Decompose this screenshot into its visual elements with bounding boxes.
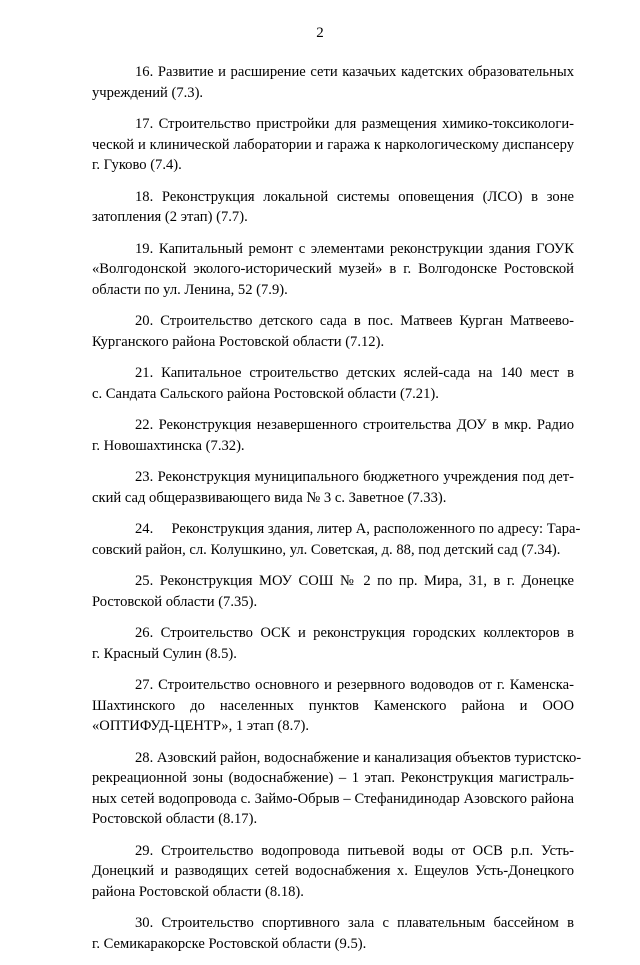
list-item-line: ных сетей водопровода с. Займо-Обрыв – Стефанидинодар Азовского района [92,790,574,807]
list-item-line: с. Сандата Сальского района Ростовской области (7.21). [92,385,439,402]
list-item-first-line: 22. Реконструкция незавершенного строительства ДОУ в мкр. Радио [135,417,574,433]
list-item [92,519,581,560]
list-item-first-line: 19. Капитальный ремонт с элементами реконструкции здания ГОУК [135,240,574,257]
list-item [92,62,574,103]
list-item-line: области по ул. Ленина, 52 (7.9). [92,281,288,298]
list-item-line: рекреационной зоны (водоснабжение) – 1 этап. Реконструкция магистраль- [92,770,574,786]
list-item-line: «ОПТИФУД-ЦЕНТР», 1 этап (8.7). [92,718,310,734]
list-item [92,311,574,352]
list-item-first-line: 20. Строительство детского сада в пос. Матвеев Курган Матвеево- [135,313,574,329]
list-item-first-line: 27. Строительство основного и резервного водоводов от г. Каменска- [135,677,574,693]
list-item [92,187,574,228]
list-item-line: г. Новошахтинска (7.32). [92,437,245,454]
list-item-line: ческой и клинической лаборатории и гаража к наркологическому диспансеру [92,136,574,153]
list-item-line: Шахтинского до населенных пунктов Каменского района и ООО [92,697,574,714]
list-item [92,467,574,508]
list-item-line: Ростовской области (7.35). [92,593,258,610]
list-item-first-line: 23. Реконструкция муниципального бюджетного учреждения под дет- [135,469,574,485]
list-item-first-line: 17. Строительство пристройки для размещения химико-токсикологи- [135,116,574,132]
list-item [92,415,574,456]
list-item-line: Ростовской области (8.17). [92,811,258,827]
list-item [92,913,574,954]
list-item-line: ский сад общеразвивающего вида № 3 с. Заветное (7.33). [92,489,447,506]
list-item [92,363,574,404]
list-item-first-line: 25. Реконструкция МОУ СОШ № 2 по пр. Мира, 31, в г. Донецке [135,573,574,589]
list-item-first-line: 16. Развитие и расширение сети казачьих кадетских образовательных [135,64,574,80]
list-item [92,623,574,664]
document-body [92,62,582,965]
list-item-first-line: 21. Капитальное строительство детских яслей-сада на 140 мест в [135,365,574,381]
list-item-line: г. Красный Сулин (8.5). [92,645,237,662]
list-item [92,114,574,176]
list-item-first-line: 28. Азовский район, водоснабжение и канализация объектов туристско- [135,749,582,766]
list-item-line: района Ростовской области (8.18). [92,883,304,900]
list-item-first-line: 26. Строительство ОСК и реконструкция городских коллекторов в [135,625,574,641]
page-number: 2 [316,25,324,41]
list-item-line: г. Гуково (7.4). [92,157,182,173]
list-item-line: затопления (2 этап) (7.7). [92,209,248,225]
list-item-line: г. Семикаракорске Ростовской области (9.5). [92,935,367,952]
list-item-line: Донецкий и разводящих сетей водоснабжения х. Ещеулов Усть-Донецкого [92,863,574,879]
list-item [92,239,574,301]
list-item-first-line: 30. Строительство спортивного зала с плавательным бассейном в [135,915,574,931]
list-item-first-line: 18. Реконструкция локальной системы оповещения (ЛСО) в зоне [135,188,574,205]
list-item-line: совский район, сл. Колушкино, ул. Советская, д. 88, под детский сад (7.34). [92,541,561,558]
list-item [92,571,574,612]
list-item-line: Курганского района Ростовской области (7.12). [92,333,385,350]
list-item-first-line: 24. Реконструкция здания, литер А, расположенного по адресу: Тара- [135,521,581,537]
list-item-line: учреждений (7.3). [92,84,204,101]
list-item-first-line: 29. Строительство водопровода питьевой воды от ОСВ р.п. Усть- [135,842,574,859]
list-item [92,748,582,830]
list-item-line: «Волгодонской эколого-исторический музей» в г. Волгодонске Ростовской [92,261,574,277]
list-item [92,675,574,737]
list-item [92,841,574,903]
